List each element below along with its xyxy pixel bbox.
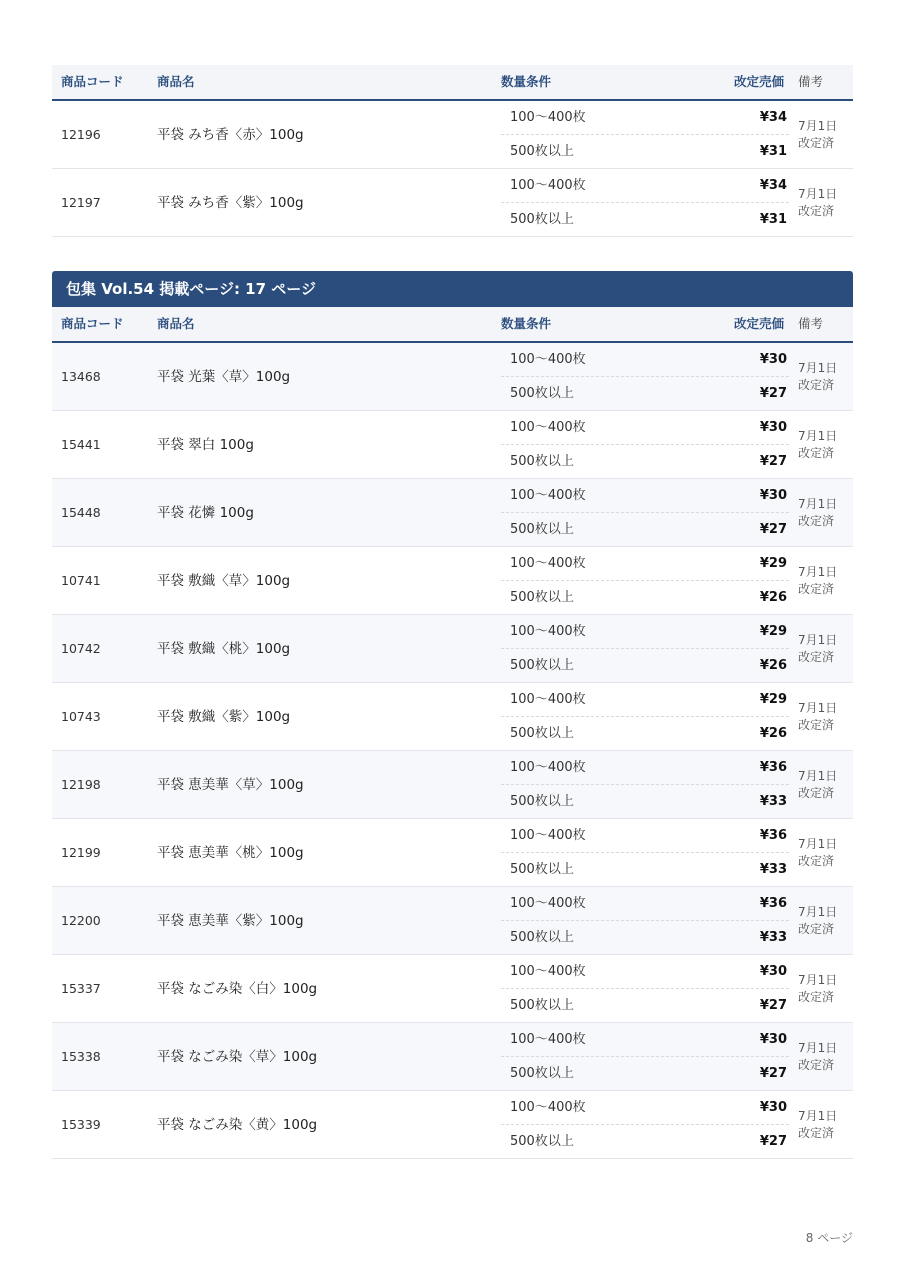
remark-date: 7月1日 <box>798 429 838 443</box>
header-code: 商品コード <box>61 316 124 331</box>
tier-small-lot <box>501 955 789 989</box>
tier-quantity: 100～400枚 <box>510 624 586 639</box>
header-note: 備考 <box>798 74 824 89</box>
product-name: 平袋 翠白 100g <box>157 437 254 453</box>
remark <box>798 1040 837 1074</box>
header-qty: 数量条件 <box>501 316 552 331</box>
tier-price: ¥36 <box>759 828 787 843</box>
tier-large-lot <box>501 1057 789 1091</box>
header-name: 商品名 <box>157 74 195 89</box>
header-price: 改定売価 <box>733 74 784 89</box>
remark-status: 改定済 <box>798 446 835 460</box>
tier-price: ¥29 <box>759 556 787 571</box>
header-name: 商品名 <box>157 316 195 331</box>
product-code: 15339 <box>61 1117 101 1132</box>
remark-date: 7月1日 <box>798 633 838 647</box>
section-title: 包集 Vol.54 掲載ページ: 17 ページ <box>52 271 853 307</box>
remark-date: 7月1日 <box>798 565 838 579</box>
product-name: 平袋 敷織〈草〉100g <box>157 573 291 589</box>
table-row <box>52 479 853 547</box>
table-row <box>52 615 853 683</box>
price-table-vol54 <box>52 271 853 1159</box>
tier-large-lot <box>501 581 789 615</box>
table-row <box>52 819 853 887</box>
remark <box>798 1108 837 1142</box>
product-name: 平袋 なごみ染〈黄〉100g <box>157 1117 318 1133</box>
remark-status: 改定済 <box>798 718 835 732</box>
table-row <box>52 683 853 751</box>
remark-date: 7月1日 <box>798 973 838 987</box>
tier-price: ¥36 <box>759 896 787 911</box>
table-row <box>52 955 853 1023</box>
remark-status: 改定済 <box>798 1058 835 1072</box>
remark-date: 7月1日 <box>798 361 838 375</box>
remark-status: 改定済 <box>798 786 835 800</box>
product-name: 平袋 なごみ染〈白〉100g <box>157 981 318 997</box>
remark-date: 7月1日 <box>798 1109 838 1123</box>
product-code: 12196 <box>61 127 101 142</box>
tier-price: ¥29 <box>759 692 787 707</box>
tier-small-lot <box>501 819 789 853</box>
table-body <box>52 343 853 1159</box>
remark-status: 改定済 <box>798 582 835 596</box>
table-row <box>52 411 853 479</box>
tier-large-lot <box>501 649 789 683</box>
tier-price: ¥30 <box>759 420 787 435</box>
tier-price: ¥30 <box>759 488 787 503</box>
tier-quantity: 500枚以上 <box>510 794 574 809</box>
tier-price: ¥34 <box>759 110 787 125</box>
remark <box>798 564 837 598</box>
product-code: 12198 <box>61 777 101 792</box>
product-name: 平袋 なごみ染〈草〉100g <box>157 1049 318 1065</box>
remark-date: 7月1日 <box>798 1041 838 1055</box>
tier-large-lot <box>501 717 789 751</box>
remark <box>798 972 837 1006</box>
tier-small-lot <box>501 169 789 203</box>
product-name: 平袋 恵美華〈桃〉100g <box>157 845 304 861</box>
remark <box>798 428 837 462</box>
tier-quantity: 500枚以上 <box>510 386 574 401</box>
tier-small-lot <box>501 1091 789 1125</box>
tier-price: ¥27 <box>759 522 787 537</box>
remark-date: 7月1日 <box>798 187 838 201</box>
tier-large-lot <box>501 921 789 955</box>
remark <box>798 360 837 394</box>
tier-small-lot <box>501 101 789 135</box>
tier-quantity: 100～400枚 <box>510 760 586 775</box>
remark-date: 7月1日 <box>798 905 838 919</box>
product-code: 12197 <box>61 195 101 210</box>
tier-quantity: 100～400枚 <box>510 692 586 707</box>
tier-small-lot <box>501 615 789 649</box>
product-name: 平袋 花憐 100g <box>157 505 254 521</box>
tier-large-lot <box>501 513 789 547</box>
tier-quantity: 500枚以上 <box>510 1066 574 1081</box>
product-code: 15338 <box>61 1049 101 1064</box>
product-code: 12200 <box>61 913 101 928</box>
remark <box>798 496 837 530</box>
tier-large-lot <box>501 1125 789 1159</box>
table-row <box>52 887 853 955</box>
tier-price: ¥26 <box>759 590 787 605</box>
product-name: 平袋 恵美華〈紫〉100g <box>157 913 304 929</box>
remark-status: 改定済 <box>798 1126 835 1140</box>
tier-price: ¥33 <box>759 794 787 809</box>
tier-quantity: 500枚以上 <box>510 212 574 227</box>
tier-quantity: 500枚以上 <box>510 930 574 945</box>
table-row <box>52 547 853 615</box>
tier-large-lot <box>501 853 789 887</box>
header-qty: 数量条件 <box>501 74 552 89</box>
product-name: 平袋 みち香〈赤〉100g <box>157 127 304 143</box>
remark-status: 改定済 <box>798 378 835 392</box>
tier-price: ¥27 <box>759 454 787 469</box>
tier-quantity: 100～400枚 <box>510 420 586 435</box>
remark-date: 7月1日 <box>798 837 838 851</box>
tier-price: ¥33 <box>759 930 787 945</box>
tier-price: ¥30 <box>759 352 787 367</box>
price-table-continued <box>52 65 853 237</box>
remark <box>798 700 837 734</box>
product-code: 10741 <box>61 573 101 588</box>
tier-quantity: 500枚以上 <box>510 726 574 741</box>
tier-price: ¥30 <box>759 1032 787 1047</box>
tier-price: ¥34 <box>759 178 787 193</box>
tier-small-lot <box>501 683 789 717</box>
tier-price: ¥27 <box>759 386 787 401</box>
tier-quantity: 100～400枚 <box>510 828 586 843</box>
tier-quantity: 500枚以上 <box>510 862 574 877</box>
remark <box>798 632 837 666</box>
tier-large-lot <box>501 135 789 169</box>
header-price: 改定売価 <box>733 316 784 331</box>
tier-large-lot <box>501 989 789 1023</box>
remark-date: 7月1日 <box>798 701 838 715</box>
remark-status: 改定済 <box>798 922 835 936</box>
tier-price: ¥31 <box>759 144 787 159</box>
tier-quantity: 100～400枚 <box>510 352 586 367</box>
table-header <box>52 65 853 101</box>
tier-price: ¥31 <box>759 212 787 227</box>
tier-quantity: 100～400枚 <box>510 1100 586 1115</box>
tier-small-lot <box>501 411 789 445</box>
tier-price: ¥33 <box>759 862 787 877</box>
product-name: 平袋 みち香〈紫〉100g <box>157 195 304 211</box>
product-name: 平袋 敷織〈桃〉100g <box>157 641 291 657</box>
tier-price: ¥27 <box>759 998 787 1013</box>
table-row <box>52 169 853 237</box>
remark <box>798 904 837 938</box>
tier-price: ¥26 <box>759 726 787 741</box>
remark-status: 改定済 <box>798 136 835 150</box>
remark-status: 改定済 <box>798 854 835 868</box>
tier-small-lot <box>501 547 789 581</box>
remark <box>798 118 837 152</box>
tier-large-lot <box>501 445 789 479</box>
header-note: 備考 <box>798 316 824 331</box>
remark-status: 改定済 <box>798 650 835 664</box>
tier-price: ¥30 <box>759 1100 787 1115</box>
product-code: 13468 <box>61 369 101 384</box>
tier-quantity: 500枚以上 <box>510 454 574 469</box>
tier-small-lot <box>501 343 789 377</box>
tier-price: ¥27 <box>759 1134 787 1149</box>
remark-date: 7月1日 <box>798 119 838 133</box>
product-code: 15448 <box>61 505 101 520</box>
tier-quantity: 100～400枚 <box>510 488 586 503</box>
tier-quantity: 100～400枚 <box>510 178 586 193</box>
tier-price: ¥29 <box>759 624 787 639</box>
remark-date: 7月1日 <box>798 497 838 511</box>
table-header <box>52 307 853 343</box>
tier-quantity: 100～400枚 <box>510 556 586 571</box>
product-code: 15337 <box>61 981 101 996</box>
tier-quantity: 100～400枚 <box>510 964 586 979</box>
tier-small-lot <box>501 751 789 785</box>
tier-quantity: 500枚以上 <box>510 144 574 159</box>
tier-quantity: 500枚以上 <box>510 590 574 605</box>
product-code: 10742 <box>61 641 101 656</box>
remark-status: 改定済 <box>798 514 835 528</box>
tier-quantity: 500枚以上 <box>510 998 574 1013</box>
tier-small-lot <box>501 479 789 513</box>
page-number: 8 ページ <box>805 1231 853 1245</box>
tier-price: ¥26 <box>759 658 787 673</box>
remark <box>798 186 837 220</box>
table-row <box>52 1023 853 1091</box>
tier-quantity: 500枚以上 <box>510 1134 574 1149</box>
tier-quantity: 100～400枚 <box>510 1032 586 1047</box>
tier-price: ¥30 <box>759 964 787 979</box>
tier-price: ¥36 <box>759 760 787 775</box>
product-code: 15441 <box>61 437 101 452</box>
tier-quantity: 100～400枚 <box>510 110 586 125</box>
tier-quantity: 100～400枚 <box>510 896 586 911</box>
remark <box>798 768 837 802</box>
table-row <box>52 101 853 169</box>
tier-quantity: 500枚以上 <box>510 522 574 537</box>
product-code: 12199 <box>61 845 101 860</box>
remark-status: 改定済 <box>798 990 835 1004</box>
tier-large-lot <box>501 377 789 411</box>
remark-status: 改定済 <box>798 204 835 218</box>
table-body <box>52 101 853 237</box>
table-row <box>52 343 853 411</box>
product-code: 10743 <box>61 709 101 724</box>
tier-large-lot <box>501 785 789 819</box>
tier-quantity: 500枚以上 <box>510 658 574 673</box>
product-name: 平袋 敷織〈紫〉100g <box>157 709 291 725</box>
product-name: 平袋 光葉〈草〉100g <box>157 369 291 385</box>
remark <box>798 836 837 870</box>
tier-small-lot <box>501 887 789 921</box>
tier-small-lot <box>501 1023 789 1057</box>
remark-date: 7月1日 <box>798 769 838 783</box>
table-row <box>52 751 853 819</box>
table-row <box>52 1091 853 1159</box>
product-name: 平袋 恵美華〈草〉100g <box>157 777 304 793</box>
header-code: 商品コード <box>61 74 124 89</box>
tier-large-lot <box>501 203 789 237</box>
tier-price: ¥27 <box>759 1066 787 1081</box>
